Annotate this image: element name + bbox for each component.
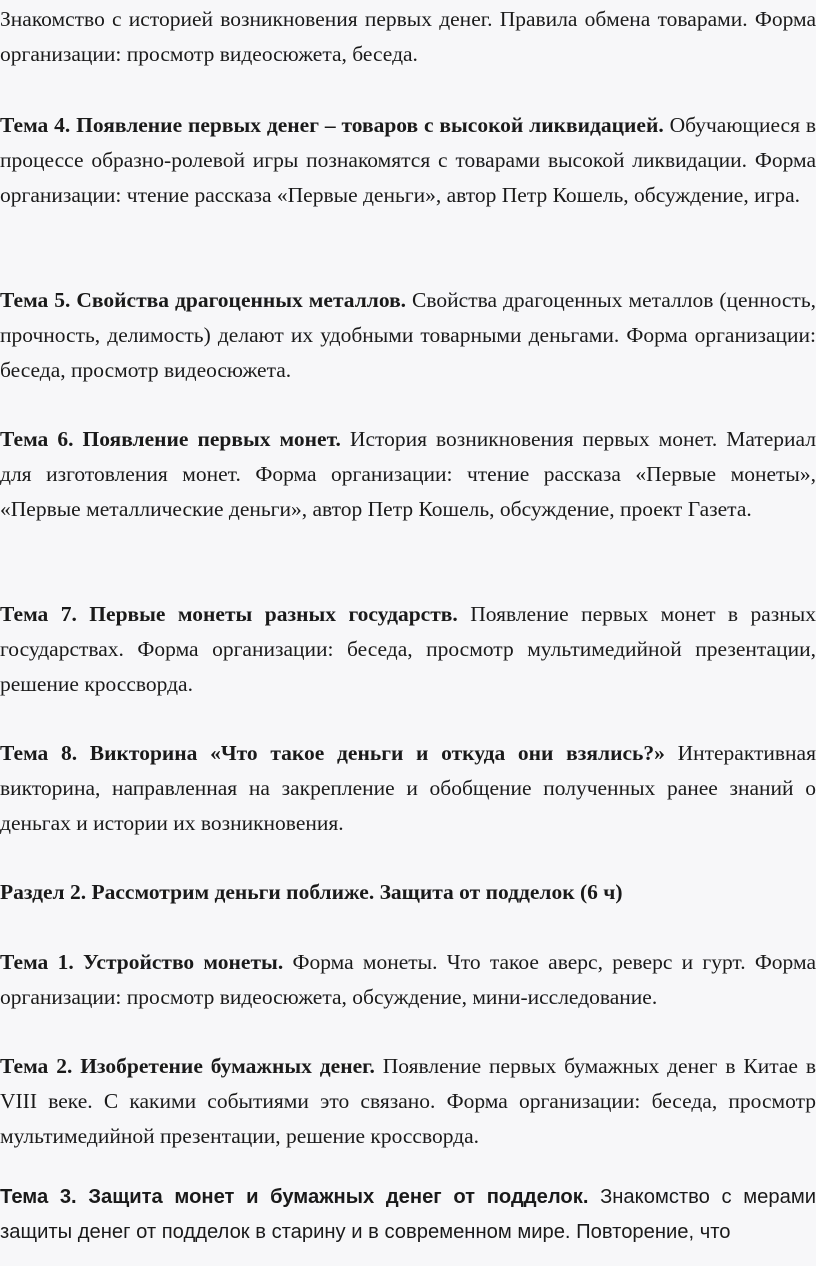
section2-topic-3-text: Знакомство с мерами защиты денег от подделок в старину и в современном мире. Повторение, что <box>0 1186 816 1243</box>
section2-topic-1-text: Форма монеты. Что такое аверс, реверс и гурт. Форма организации: просмотр видеосюжета, обсуждение, мини-исследование. <box>0 950 816 1009</box>
topic-6-title: Тема 6. Появление первых монет. <box>0 427 341 451</box>
paragraph-intro <box>0 2 816 72</box>
paragraph-intro-text: Знакомство с историей возникновения первых денег. Правила обмена товарами. Форма организации: просмотр видеосюжета, беседа. <box>0 7 816 66</box>
paragraph-topic-6 <box>0 422 816 526</box>
paragraph-section2-topic-2 <box>0 1049 816 1153</box>
section-2-heading <box>0 875 816 910</box>
section-2-title: Раздел 2. Рассмотрим деньги поближе. Защита от подделок (6 ч) <box>0 880 623 904</box>
paragraph-topic-4 <box>0 108 816 212</box>
topic-7-text: Появление первых монет в разных государствах. Форма организации: беседа, просмотр мультимедийной презентации, решение кроссворда. <box>0 602 816 696</box>
section2-topic-1-title: Тема 1. Устройство монеты. <box>0 950 284 974</box>
paragraph-topic-8 <box>0 736 816 840</box>
topic-4-title: Тема 4. Появление первых денег – товаров с высокой ликвидацией. <box>0 113 664 137</box>
topic-8-title: Тема 8. Викторина «Что такое деньги и откуда они взялись?» <box>0 741 665 765</box>
topic-6-text: История возникновения первых монет. Материал для изготовления монет. Форма организации: чтение рассказа «Первые монеты», «Первые металлические деньги», автор Петр Кошель, обсуждение, проект Газета. <box>0 427 816 521</box>
section2-topic-3-title: Тема 3. Защита монет и бумажных денег от подделок. <box>0 1186 589 1208</box>
topic-5-title: Тема 5. Свойства драгоценных металлов. <box>0 288 407 312</box>
section2-topic-2-text: Появление первых бумажных денег в Китае в VIII веке. С какими событиями это связано. Форма организации: беседа, просмотр мультимедийной презентации, решение кроссворда. <box>0 1054 816 1148</box>
topic-4-text: Обучающиеся в процессе образно-ролевой игры познакомятся с товарами высокой ликвидации. Форма организации: чтение рассказа «Первые деньги», автор Петр Кошель, обсуждение, игра. <box>0 113 816 207</box>
paragraph-topic-7 <box>0 597 816 701</box>
section2-topic-2-title: Тема 2. Изобретение бумажных денег. <box>0 1054 375 1078</box>
paragraph-section2-topic-1 <box>0 945 816 1015</box>
topic-8-text: Интерактивная викторина, направленная на закрепление и обобщение полученных ранее знаний о деньгах и истории их возникновения. <box>0 741 816 835</box>
paragraph-topic-5 <box>0 283 816 387</box>
paragraph-section2-topic-3 <box>0 1180 816 1249</box>
topic-7-title: Тема 7. Первые монеты разных государств. <box>0 602 458 626</box>
topic-5-text: Свойства драгоценных металлов (ценность, прочность, делимость) делают их удобными товарными деньгами. Форма организации: беседа, просмотр видеосюжета. <box>0 288 816 382</box>
